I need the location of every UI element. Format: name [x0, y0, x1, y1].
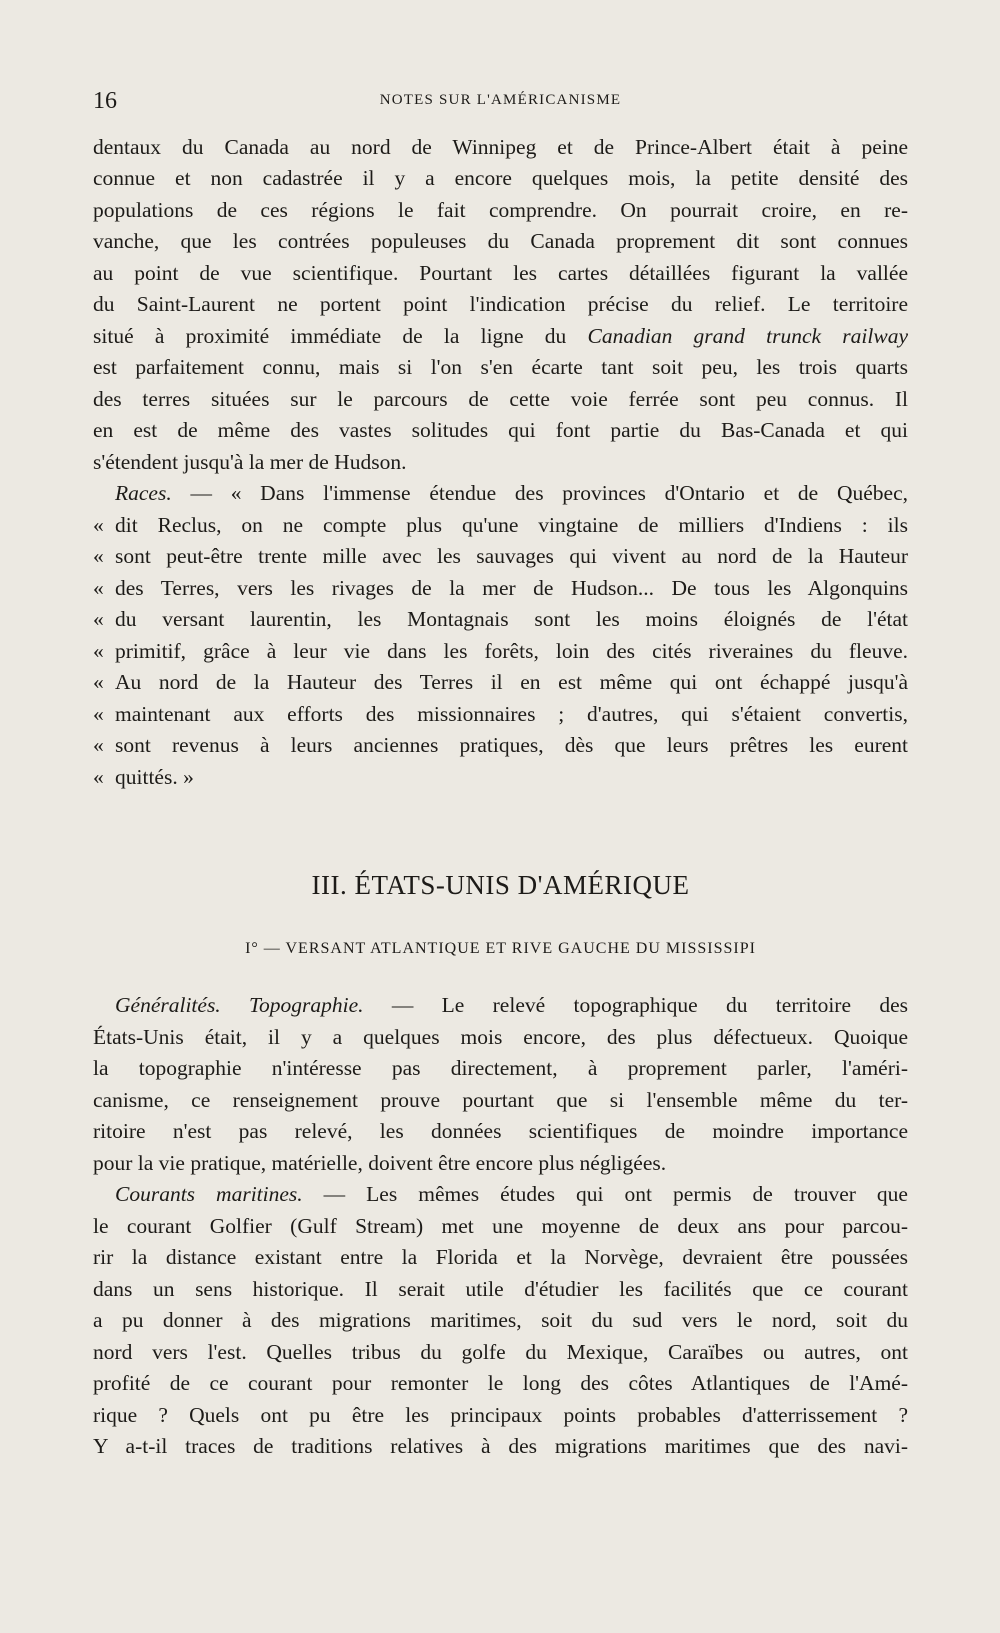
quote-line: [93, 510, 908, 540]
text-line: s'étendent jusqu'à la mer de Hudson.: [93, 450, 407, 474]
quote-text: dit Reclus, on ne compte plus qu'une vingtaine de milliers d'Indiens : ils: [115, 513, 908, 537]
quote-mark: «: [93, 544, 104, 568]
quote-mark: «: [93, 670, 104, 694]
text-line: pour la vie pratique, matérielle, doivent être encore plus négligées.: [93, 1151, 667, 1175]
quote-line: [93, 667, 908, 697]
quote-text: sont peut-être trente mille avec les sauvages qui vivent au nord de la Hauteur: [115, 544, 908, 568]
quote-mark: «: [93, 607, 104, 631]
quote-line: [93, 541, 908, 571]
quote-text: du versant laurentin, les Montagnais sont les moins éloignés de l'état: [115, 607, 908, 631]
text-line: a pu donner à des migrations maritimes, soit du sud vers le nord, soit du: [93, 1308, 908, 1332]
races-first-line: [93, 478, 908, 508]
quote-line: [93, 573, 908, 603]
text-span: — Le relevé topographique du territoire des: [363, 993, 908, 1017]
running-head: NOTES SUR L'AMÉRICANISME: [379, 92, 622, 108]
page-header: [93, 88, 908, 118]
text-line: rir la distance existant entre la Florida et la Norvège, devraient être poussées: [93, 1245, 908, 1269]
text-line: canisme, ce renseignement prouve pourtant que si l'ensemble même du ter-: [93, 1088, 908, 1112]
section-heading: III. ÉTATS-UNIS D'AMÉRIQUE: [311, 870, 690, 900]
text-line: dans un sens historique. Il serait utile d'étudier les facilités que ce courant: [93, 1277, 908, 1301]
generalites-first-line: [93, 990, 908, 1020]
text-line: est parfaitement connu, mais si l'on s'en écarte tant soit peu, les trois quarts: [93, 355, 908, 379]
text-line: vanche, que les contrées populeuses du Canada proprement dit sont connues: [93, 229, 908, 253]
text-line: populations de ces régions le fait comprendre. On pourrait croire, en re-: [93, 198, 908, 222]
quote-mark: «: [93, 702, 104, 726]
quote-mark: «: [93, 639, 104, 663]
quote-text: quittés. »: [115, 765, 194, 789]
quote-mark: «: [93, 576, 104, 600]
quote-text: Au nord de la Hauteur des Terres il en est même qui ont échappé jusqu'à: [115, 670, 908, 694]
text-line: nord vers l'est. Quelles tribus du golfe du Mexique, Caraïbes ou autres, ont: [93, 1340, 908, 1364]
text-span: situé à proximité immédiate de la ligne du: [93, 324, 588, 348]
text-line: des terres situées sur le parcours de cette voie ferrée sont peu connus. Il: [93, 387, 908, 411]
text-span: — Les mêmes études qui ont permis de trouver que: [302, 1182, 908, 1206]
text-line: le courant Golfier (Gulf Stream) met une moyenne de deux ans pour parcou-: [93, 1214, 908, 1238]
quote-line: [93, 636, 908, 666]
quote-mark: «: [93, 765, 104, 789]
text-line: en est de même des vastes solitudes qui font partie du Bas-Canada et qui: [93, 418, 908, 442]
quote-text: maintenant aux efforts des missionnaires ; d'autres, qui s'étaient convertis,: [115, 702, 908, 726]
quote-text: des Terres, vers les rivages de la mer de Hudson... De tous les Algonquins: [115, 576, 908, 600]
text-line: dentaux du Canada au nord de Winnipeg et de Prince-Albert était à peine: [93, 135, 908, 159]
races-label: Races.: [115, 481, 172, 505]
quote-line: [93, 730, 908, 760]
courants-label: Courants maritines.: [115, 1182, 303, 1206]
text-span: — « Dans l'immense étendue des provinces d'Ontario et de Québec,: [171, 481, 908, 505]
text-line: États-Unis était, il y a quelques mois encore, des plus défectueux. Quoique: [93, 1025, 908, 1049]
quote-line: [93, 762, 908, 792]
text-line: la topographie n'intéresse pas directement, à proprement parler, l'améri-: [93, 1056, 908, 1080]
text-line: connue et non cadastrée il y a encore quelques mois, la petite densité des: [93, 166, 908, 190]
text-line: Y a-t-il traces de traditions relatives à des migrations maritimes que des navi-: [93, 1434, 908, 1458]
page-number: 16: [93, 88, 117, 114]
generalites-label: Généralités. Topographie.: [115, 993, 364, 1017]
quote-text: sont revenus à leurs anciennes pratiques, dès que leurs prêtres les eurent: [115, 733, 908, 757]
text-line: [93, 321, 908, 351]
text-line: ritoire n'est pas relevé, les données scientifiques de moindre importance: [93, 1119, 908, 1143]
quote-mark: «: [93, 513, 104, 537]
quote-line: [93, 604, 908, 634]
text-line: du Saint-Laurent ne portent point l'indication précise du relief. Le territoire: [93, 292, 908, 316]
quote-mark: «: [93, 733, 104, 757]
quote-text: primitif, grâce à leur vie dans les forêts, loin des cités riveraines du fleuve.: [115, 639, 908, 663]
railway-name: Canadian grand trunck railway: [587, 324, 908, 348]
quote-line: [93, 699, 908, 729]
subsection-heading: I° — VERSANT ATLANTIQUE ET RIVE GAUCHE DU MISSISSIPI: [245, 940, 756, 957]
text-line: au point de vue scientifique. Pourtant les cartes détaillées figurant la vallée: [93, 261, 908, 285]
text-line: rique ? Quels ont pu être les principaux points probables d'atterrissement ?: [93, 1403, 908, 1427]
text-line: profité de ce courant pour remonter le long des côtes Atlantiques de l'Amé-: [93, 1371, 908, 1395]
courants-first-line: [93, 1179, 908, 1209]
